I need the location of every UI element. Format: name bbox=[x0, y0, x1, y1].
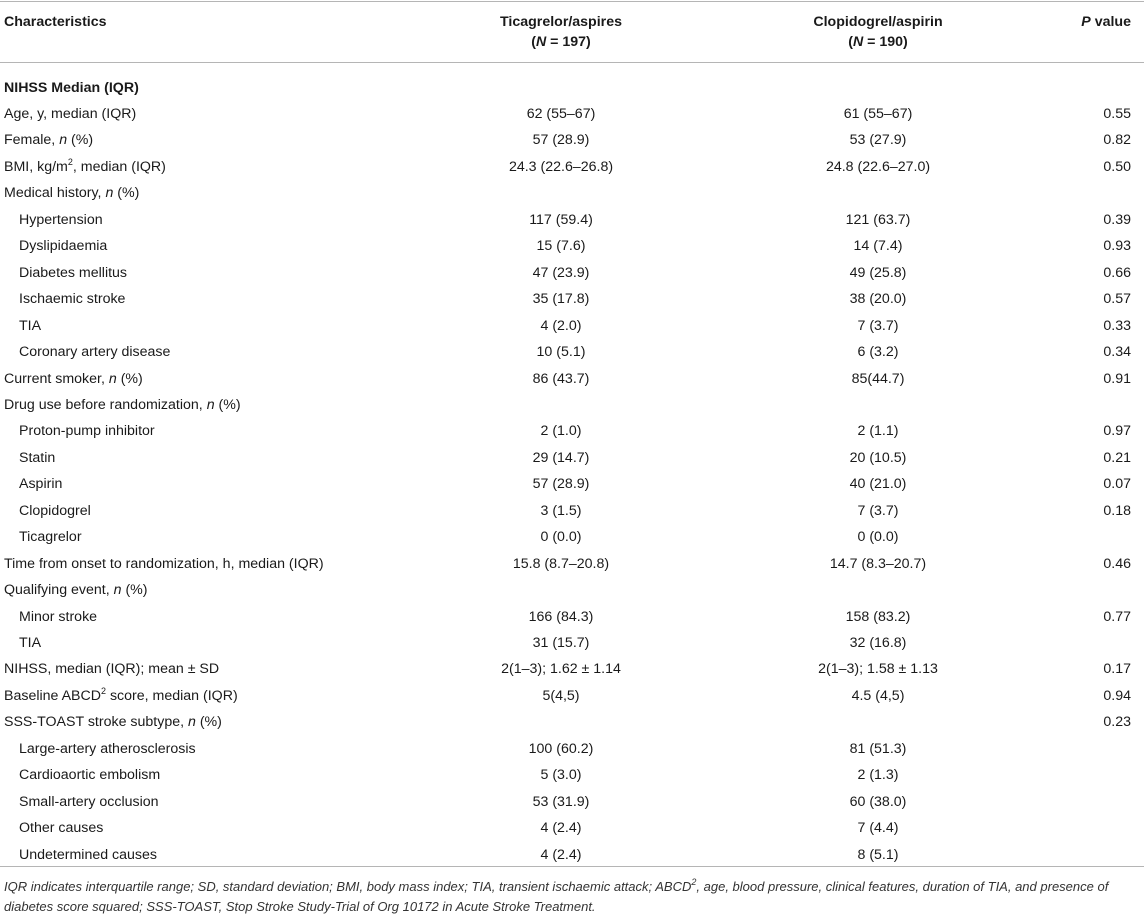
group1-value: 5(4,5) bbox=[542, 687, 580, 704]
row-label: TIA bbox=[19, 317, 42, 334]
table-row bbox=[0, 180, 1144, 206]
p-value: 0.94 bbox=[1103, 687, 1131, 704]
row-label: Other causes bbox=[19, 820, 104, 837]
group1-value: 166 (84.3) bbox=[528, 608, 594, 625]
table-row bbox=[0, 339, 1144, 365]
table-row bbox=[0, 630, 1144, 656]
table-row bbox=[0, 789, 1144, 815]
group1-value: 29 (14.7) bbox=[532, 449, 590, 466]
group2-value: 0 (0.0) bbox=[857, 529, 899, 546]
group2-value: 6 (3.2) bbox=[857, 344, 899, 361]
group2-value: 60 (38.0) bbox=[849, 793, 907, 810]
header-p-value: P value bbox=[1081, 14, 1131, 30]
p-value: 0.23 bbox=[1103, 714, 1131, 731]
row-label: Large-artery atherosclerosis bbox=[19, 740, 196, 757]
row-label: Time from onset to randomization, h, median (IQR) bbox=[4, 555, 324, 572]
row-label: Ischaemic stroke bbox=[19, 291, 126, 308]
p-value: 0.91 bbox=[1103, 370, 1131, 387]
table-row bbox=[0, 709, 1144, 735]
table-footnote: IQR indicates interquartile range; SD, standard deviation; BMI, body mass index; TIA, transient ischaemic attack; ABCD$^2$, age, blood pressure, clinical features, duration of TIA, and presence of diabetes score squared; SSS-TOAST, Stop Stroke Study-Trial of Org 10172 in Acute Stroke Treatment. bbox=[4, 877, 1109, 914]
p-value: 0.17 bbox=[1103, 661, 1131, 678]
group1-value: 2 (1.0) bbox=[540, 423, 582, 440]
row-label: Proton-pump inhibitor bbox=[19, 423, 155, 440]
group1-value: 24.3 (22.6–26.8) bbox=[508, 158, 614, 175]
group2-value: 7 (3.7) bbox=[857, 502, 899, 519]
p-value: 0.21 bbox=[1103, 449, 1131, 466]
table-row bbox=[0, 736, 1144, 762]
group2-value: 2(1–3); 1.58 ± 1.13 bbox=[818, 661, 938, 678]
group2-value: 158 (83.2) bbox=[845, 608, 911, 625]
p-value: 0.33 bbox=[1103, 317, 1131, 334]
p-value: 0.55 bbox=[1103, 106, 1131, 122]
row-label: BMI, $kg/m^2$, median (IQR) bbox=[4, 156, 166, 175]
header-group2 bbox=[690, 12, 1066, 52]
header-rule bbox=[0, 62, 1144, 63]
group1-value: 86 (43.7) bbox=[532, 370, 590, 387]
group1-value: 2(1–3); 1.62 ± 1.14 bbox=[501, 661, 621, 678]
group1-value: 15 (7.6) bbox=[536, 238, 586, 255]
row-label: Coronary artery disease bbox=[19, 344, 171, 361]
group2-value: 40 (21.0) bbox=[849, 476, 907, 493]
table-row bbox=[0, 313, 1144, 339]
row-label: Undetermined causes bbox=[19, 846, 158, 863]
p-value: 0.34 bbox=[1103, 344, 1131, 361]
group1-value: 62 (55–67) bbox=[526, 106, 596, 122]
group1-value: 5 (3.0) bbox=[540, 767, 582, 784]
group1-value: 4 (2.0) bbox=[540, 317, 582, 334]
row-label: Clopidogrel bbox=[19, 502, 91, 519]
group2-value: 14 (7.4) bbox=[853, 238, 903, 255]
group2-value: 24.8 (22.6–27.0) bbox=[825, 158, 931, 175]
table-row bbox=[0, 498, 1144, 524]
group2-value: 38 (20.0) bbox=[849, 291, 907, 308]
group1-value: 15.8 (8.7–20.8) bbox=[512, 555, 610, 572]
row-label: Minor stroke bbox=[19, 608, 98, 625]
table-row bbox=[0, 471, 1144, 497]
group1-value: 4 (2.4) bbox=[540, 846, 582, 863]
group2-value: 2 (1.1) bbox=[857, 423, 899, 440]
header-group1-n: (N = 197) bbox=[531, 34, 591, 50]
group1-value: 35 (17.8) bbox=[532, 291, 590, 308]
p-value: 0.77 bbox=[1103, 608, 1131, 625]
section-title-row bbox=[0, 75, 1144, 101]
group2-value: 7 (3.7) bbox=[857, 317, 899, 334]
table-row bbox=[0, 445, 1144, 471]
table-row bbox=[0, 604, 1144, 630]
row-label: Dyslipidaemia bbox=[19, 238, 108, 255]
group2-value: 85(44.7) bbox=[851, 370, 905, 387]
p-value: 0.07 bbox=[1103, 476, 1131, 493]
header-characteristics: Characteristics bbox=[4, 14, 107, 30]
p-value: 0.39 bbox=[1103, 211, 1131, 228]
section-title: NIHSS Median (IQR) bbox=[4, 80, 139, 96]
group2-value: 61 (55–67) bbox=[843, 106, 913, 122]
p-value: 0.93 bbox=[1103, 238, 1131, 255]
row-label: Aspirin bbox=[19, 476, 63, 493]
group2-value: 4.5 (4,5) bbox=[851, 687, 905, 704]
group1-value: 57 (28.9) bbox=[532, 476, 590, 493]
p-value: 0.50 bbox=[1103, 158, 1131, 175]
table-row bbox=[0, 842, 1144, 868]
row-label: Female, n (%) bbox=[4, 132, 94, 149]
row-label: TIA bbox=[19, 635, 42, 651]
table-row bbox=[0, 207, 1144, 233]
row-label: Age, y, median (IQR) bbox=[4, 106, 137, 122]
group1-value: 4 (2.4) bbox=[540, 820, 582, 837]
table-row bbox=[0, 286, 1144, 312]
p-value: 0.82 bbox=[1103, 132, 1131, 149]
table-row bbox=[0, 577, 1144, 603]
table-row bbox=[0, 260, 1144, 286]
table-row bbox=[0, 656, 1144, 682]
row-label: SSS-TOAST stroke subtype, n (%) bbox=[4, 714, 222, 731]
row-label: Qualifying event, n (%) bbox=[4, 582, 148, 599]
table-row bbox=[0, 366, 1144, 392]
header-group2-name: Clopidogrel/aspirin bbox=[813, 14, 943, 30]
group2-value: 20 (10.5) bbox=[849, 449, 907, 466]
group2-value: 81 (51.3) bbox=[849, 740, 907, 757]
group1-value: 53 (31.9) bbox=[532, 793, 590, 810]
header-group2-n: (N = 190) bbox=[848, 34, 908, 50]
row-label: Cardioaortic embolism bbox=[19, 767, 161, 784]
table-row bbox=[0, 101, 1144, 127]
table-row bbox=[0, 815, 1144, 841]
p-value: 0.57 bbox=[1103, 291, 1131, 308]
table-row bbox=[0, 233, 1144, 259]
group1-value: 10 (5.1) bbox=[536, 344, 586, 361]
table-row bbox=[0, 127, 1144, 153]
group2-value: 8 (5.1) bbox=[857, 846, 899, 863]
group1-value: 57 (28.9) bbox=[532, 132, 590, 149]
header-group1-name: Ticagrelor/aspires bbox=[500, 14, 622, 30]
table-row bbox=[0, 154, 1144, 180]
table-header bbox=[0, 0, 1144, 62]
table-row bbox=[0, 524, 1144, 550]
row-label: Statin bbox=[19, 449, 56, 466]
p-value: 0.46 bbox=[1103, 555, 1131, 572]
group1-value: 47 (23.9) bbox=[532, 264, 590, 281]
group1-value: 0 (0.0) bbox=[540, 529, 582, 546]
p-value: 0.66 bbox=[1103, 264, 1131, 281]
table-row bbox=[0, 762, 1144, 788]
row-label: Small-artery occlusion bbox=[19, 793, 159, 810]
table-row bbox=[0, 418, 1144, 444]
row-label: Baseline ABCD$^2$ score, median (IQR) bbox=[4, 685, 238, 704]
group1-value: 100 (60.2) bbox=[528, 740, 594, 757]
group2-value: 53 (27.9) bbox=[849, 132, 907, 149]
group2-value: 7 (4.4) bbox=[857, 820, 899, 837]
p-value: 0.18 bbox=[1103, 502, 1131, 519]
header-group1 bbox=[388, 12, 734, 52]
row-label: NIHSS, median (IQR); mean ± SD bbox=[4, 661, 220, 678]
group1-value: 117 (59.4) bbox=[529, 211, 593, 228]
group2-value: 32 (16.8) bbox=[849, 635, 907, 651]
p-value: 0.97 bbox=[1103, 423, 1131, 440]
table-row bbox=[0, 392, 1144, 418]
group2-value: 14.7 (8.3–20.7) bbox=[829, 555, 927, 572]
group2-value: 2 (1.3) bbox=[857, 767, 899, 784]
bottom-rule bbox=[0, 866, 1144, 867]
group1-value: 3 (1.5) bbox=[540, 502, 582, 519]
row-label: Ticagrelor bbox=[19, 529, 82, 546]
row-label: Drug use before randomization, n (%) bbox=[4, 396, 241, 413]
row-label: Current smoker, n (%) bbox=[4, 370, 143, 387]
row-label: Hypertension bbox=[19, 211, 103, 228]
table-row bbox=[0, 551, 1144, 577]
table-row bbox=[0, 683, 1144, 709]
group2-value: 121 (63.7) bbox=[845, 211, 911, 228]
row-label: Medical history, n (%) bbox=[4, 185, 140, 202]
row-label: Diabetes mellitus bbox=[19, 264, 128, 281]
group2-value: 49 (25.8) bbox=[849, 264, 907, 281]
group1-value: 31 (15.7) bbox=[532, 635, 590, 651]
